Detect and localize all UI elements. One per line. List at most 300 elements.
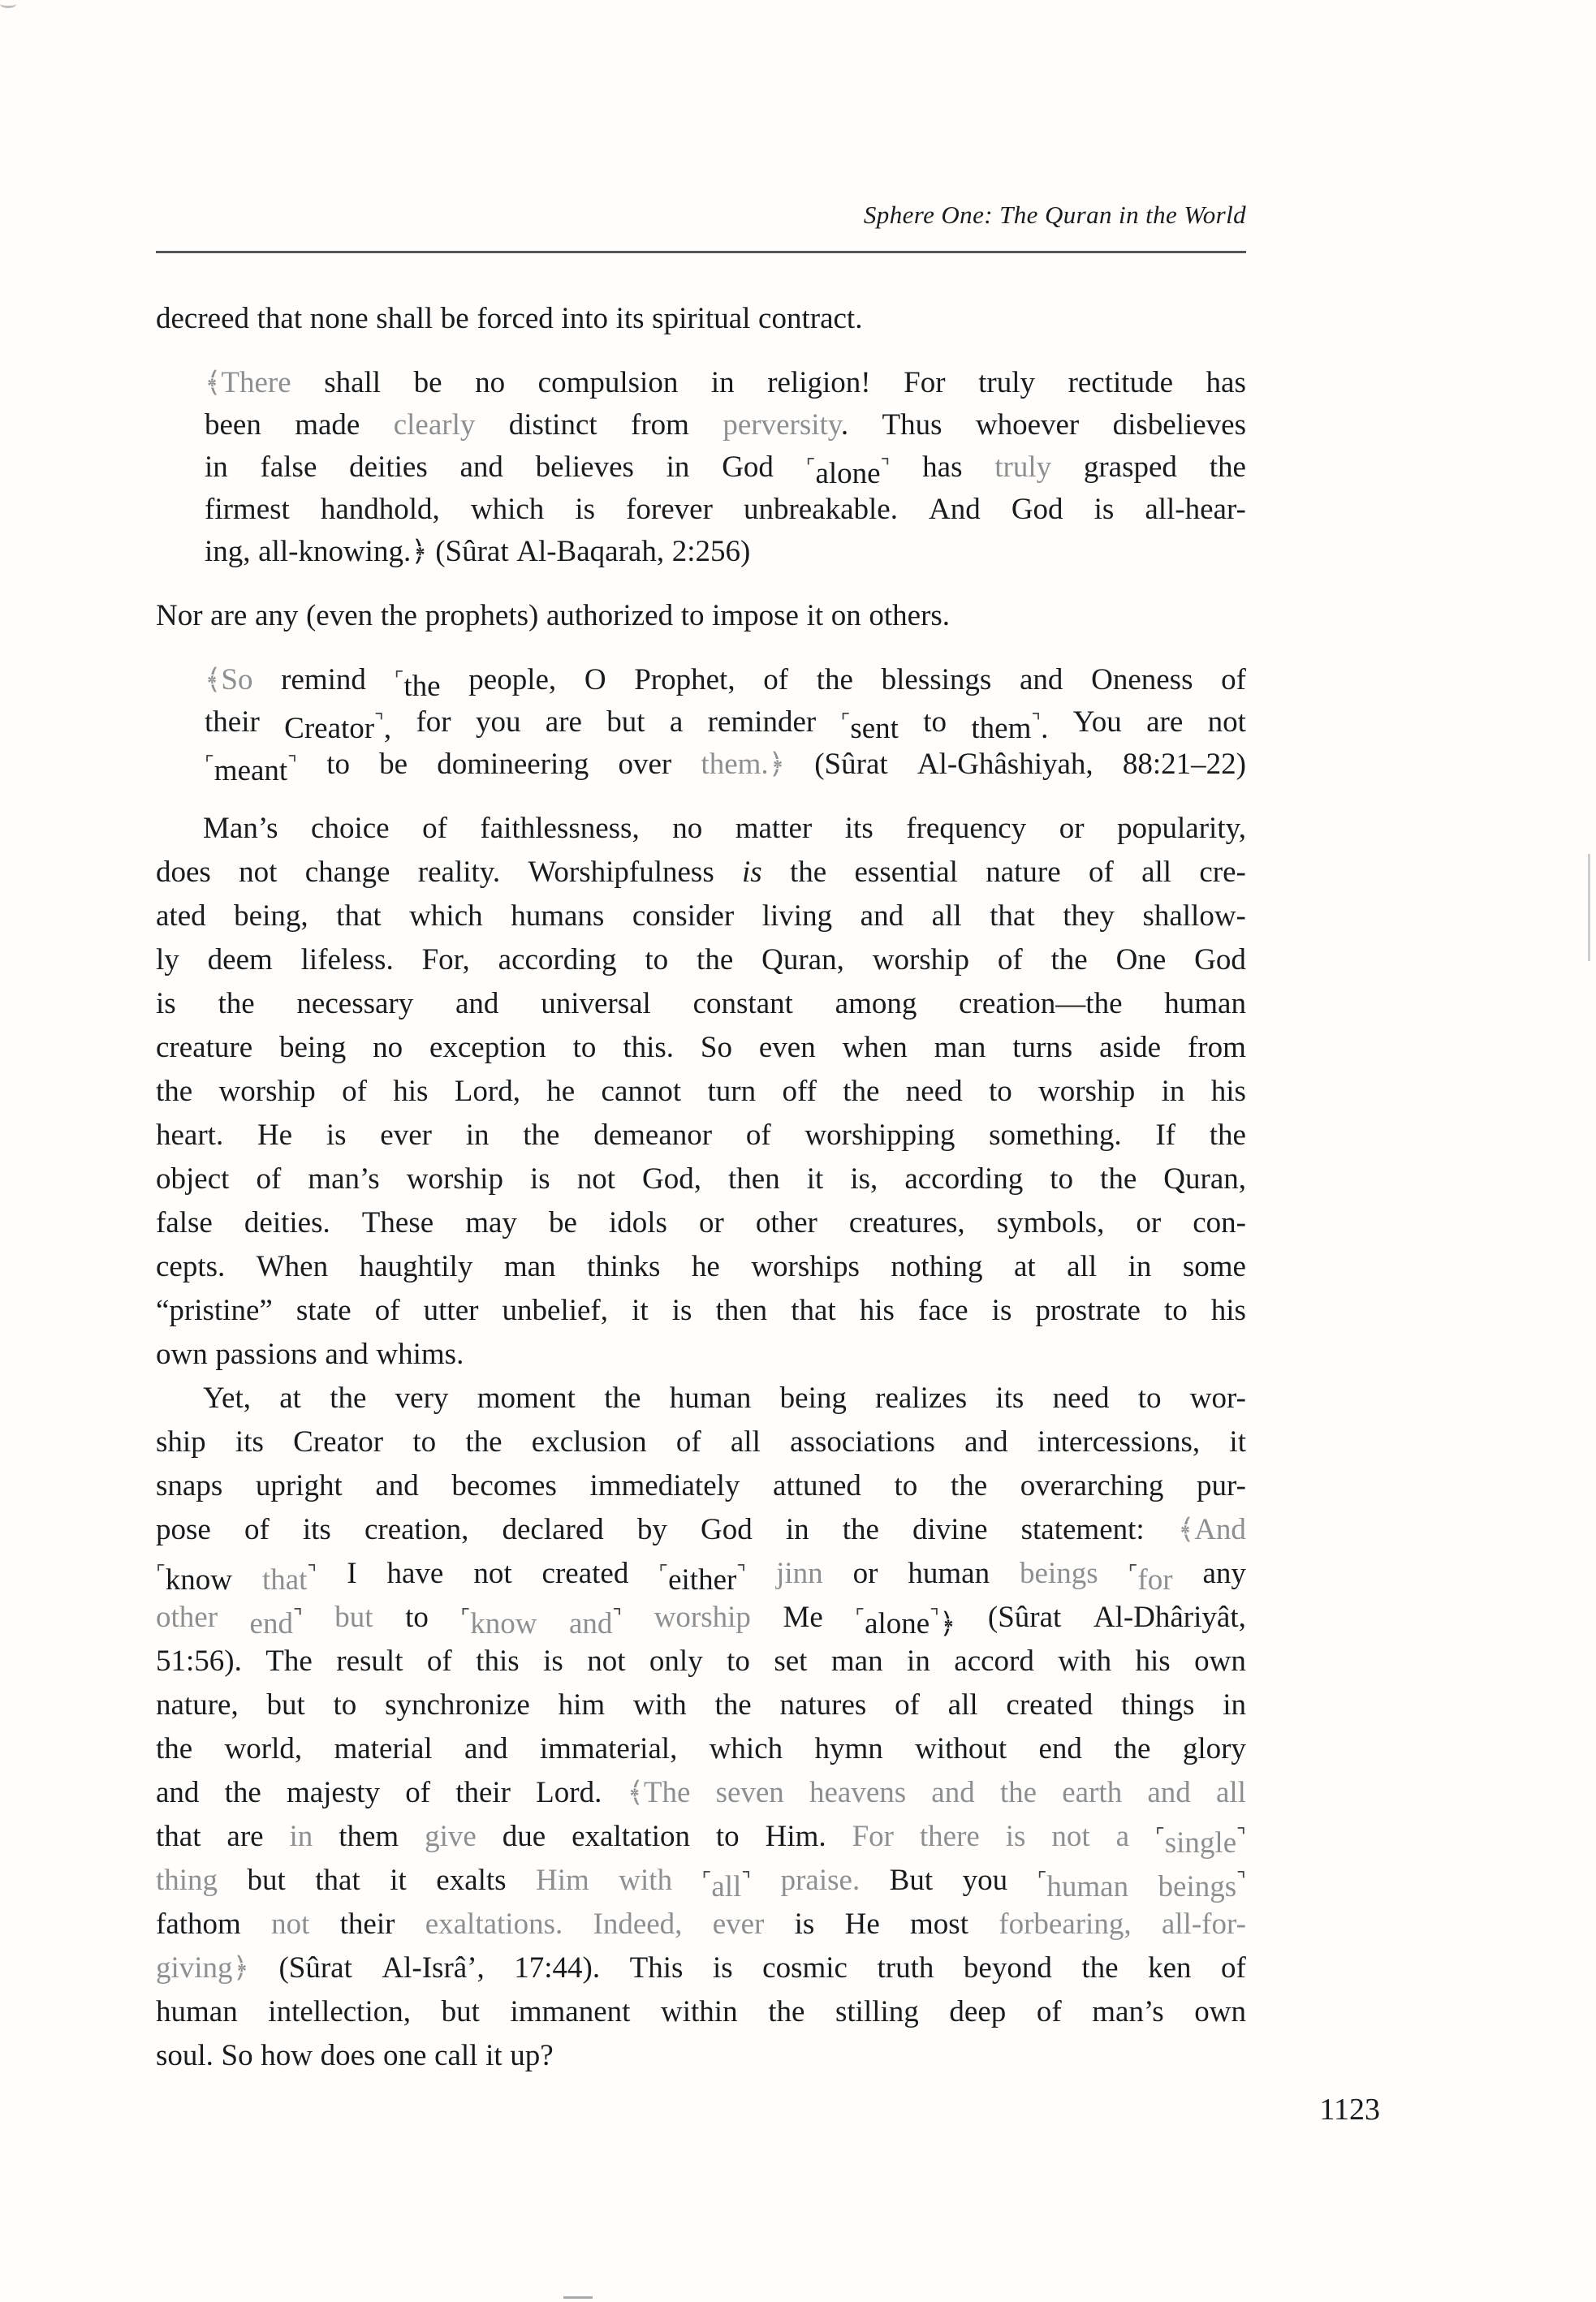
- text-run: wor-: [1189, 1382, 1246, 1415]
- word: [257, 1114, 292, 1157]
- text-run: and: [464, 1732, 508, 1765]
- text-run: seven: [715, 1776, 784, 1809]
- text-run: in: [205, 450, 228, 484]
- word: [222, 2034, 253, 2078]
- text-run: within: [661, 1995, 738, 2028]
- text-run: grasped: [1083, 450, 1177, 484]
- text-run: ,: [383, 712, 392, 746]
- text-run: all-hear-: [1145, 493, 1246, 526]
- text-run: object: [156, 1162, 230, 1196]
- text-run: the: [697, 943, 734, 976]
- text-run: prostrate: [1035, 1294, 1141, 1327]
- word: [1221, 659, 1246, 701]
- text-run: is: [991, 1294, 1012, 1327]
- word: [156, 1990, 238, 2034]
- text-run: one: [383, 2039, 427, 2072]
- word: [395, 1377, 449, 1420]
- word: [373, 1026, 403, 1070]
- word: [716, 1815, 740, 1859]
- word: [156, 1815, 201, 1859]
- text-run: the: [1114, 1732, 1151, 1765]
- text-run: impose: [712, 599, 799, 632]
- word: [904, 1157, 1023, 1201]
- word: [156, 1771, 199, 1815]
- word: [315, 1859, 360, 1903]
- text-run: God: [1011, 493, 1063, 526]
- word: [1158, 1859, 1246, 1903]
- text-run: a: [1115, 1820, 1130, 1853]
- word: [995, 1377, 1024, 1420]
- text-run: fathom: [156, 1908, 241, 1941]
- text-run: it: [806, 1162, 824, 1196]
- word: [442, 1990, 480, 2034]
- half-bracket-close-icon: ⌝: [292, 1606, 303, 1628]
- text-run: thing: [156, 1864, 218, 1897]
- text-run: the: [156, 1075, 193, 1108]
- word: [873, 938, 969, 982]
- quote-open-ornament-icon: ﴾: [205, 367, 222, 399]
- text-run: result: [336, 1645, 403, 1678]
- text-run: jinn: [776, 1557, 823, 1590]
- word: [387, 1552, 444, 1596]
- text-run: and: [1147, 1776, 1191, 1809]
- word: [763, 659, 788, 701]
- word: [1208, 701, 1246, 744]
- text-run: world,: [224, 1732, 303, 1765]
- text-run: own: [1194, 1995, 1246, 2028]
- word: [468, 659, 556, 701]
- word: [861, 895, 904, 938]
- text-run: with: [632, 1688, 687, 1722]
- text-run: 17:44).: [514, 1951, 601, 1985]
- word: [963, 1859, 1008, 1903]
- word: [843, 1070, 879, 1114]
- word: [702, 1859, 752, 1903]
- text-run: universal: [541, 987, 651, 1020]
- text-run: end: [1038, 1732, 1082, 1765]
- text-run: you: [962, 1864, 1008, 1897]
- text-run: up?: [510, 2039, 554, 2072]
- text-line: [156, 1289, 1246, 1333]
- word: [1114, 1727, 1150, 1771]
- word: [670, 1377, 752, 1420]
- text-run: Al-Baqarah,: [516, 535, 665, 568]
- word: [693, 982, 793, 1026]
- word: [606, 701, 645, 744]
- word: [670, 701, 683, 744]
- text-run: its: [615, 302, 645, 335]
- word: [422, 807, 447, 851]
- text-run: other: [156, 1601, 218, 1634]
- word: [1193, 1201, 1246, 1245]
- text-line: [156, 1070, 1246, 1114]
- quote-close-ornament-icon: ﴿: [232, 1952, 249, 1984]
- word: [713, 1946, 733, 1990]
- text-run: For: [852, 1820, 894, 1853]
- text-run: no: [672, 812, 703, 845]
- text-run: synchronize: [385, 1688, 530, 1722]
- text-run: to: [1137, 1382, 1162, 1415]
- text-run: at: [279, 1382, 301, 1415]
- text-run: turns: [1012, 1031, 1073, 1064]
- word: [436, 1859, 506, 1903]
- word: [465, 1420, 502, 1464]
- word: [296, 1289, 352, 1333]
- text-run: it: [1229, 1425, 1246, 1459]
- text-run: of: [374, 1294, 400, 1327]
- word: [1006, 1815, 1026, 1859]
- word: [156, 1026, 252, 1070]
- text-run: something.: [989, 1119, 1122, 1152]
- word: [540, 1727, 678, 1771]
- text-run: natures: [779, 1688, 867, 1722]
- text-run: not: [587, 1645, 626, 1678]
- word: [543, 1640, 563, 1683]
- word: [235, 1420, 264, 1464]
- text-run: been: [205, 408, 261, 442]
- text-run: is: [543, 1645, 563, 1678]
- text-run: and: [860, 899, 904, 933]
- text-run: realizes: [875, 1382, 968, 1415]
- text-run: shall: [376, 302, 434, 335]
- text-run: popularity,: [1117, 812, 1246, 845]
- word: [875, 1377, 967, 1420]
- text-run: nature,: [156, 1688, 239, 1722]
- word: [339, 1815, 399, 1859]
- text-run: own: [156, 1338, 208, 1371]
- word: [959, 982, 1122, 1026]
- word: [915, 1727, 1007, 1771]
- word: [877, 1946, 934, 1990]
- word: [1084, 446, 1177, 489]
- word: [435, 531, 508, 573]
- half-bracket-open-icon: ⌜: [1037, 1869, 1047, 1891]
- word: [587, 1640, 625, 1683]
- word: [334, 1727, 432, 1771]
- text-run: human: [908, 1557, 990, 1590]
- word: [156, 1157, 229, 1201]
- text-run: ing,: [205, 535, 251, 568]
- text-run: according: [498, 943, 617, 976]
- text-run: Al-Ghâshiyah,: [917, 748, 1093, 781]
- text-run: to: [572, 1031, 597, 1064]
- word: [658, 1552, 746, 1596]
- text-run: of: [244, 1513, 270, 1546]
- word: [841, 701, 899, 744]
- text-run: of: [405, 1776, 431, 1809]
- text-run: in: [907, 1645, 930, 1678]
- text-run: He: [844, 1908, 880, 1941]
- text-run: of: [1088, 856, 1114, 889]
- text-run: (Sûrat: [435, 535, 509, 568]
- word: [1197, 1464, 1246, 1508]
- text-run: symbols,: [996, 1206, 1105, 1239]
- text-run: pose: [156, 1513, 211, 1546]
- text-run: Al-Dhâriyât,: [1093, 1601, 1246, 1634]
- text-run: not: [239, 856, 278, 889]
- word: [831, 1640, 883, 1683]
- word: [986, 851, 1060, 895]
- word: [536, 1859, 589, 1903]
- text-run: the: [816, 663, 853, 696]
- text-line: [205, 404, 1246, 446]
- text-run: to: [1163, 1294, 1188, 1327]
- word: [1050, 1157, 1073, 1201]
- word: [929, 489, 981, 531]
- intro-line: [156, 297, 1246, 341]
- text-run: unbreakable.: [743, 493, 898, 526]
- word: [156, 2034, 214, 2078]
- text-run: to: [680, 599, 705, 632]
- word: [405, 1596, 429, 1640]
- text-run: the: [224, 1776, 261, 1809]
- word: [716, 1771, 784, 1815]
- text-run: which: [470, 493, 545, 526]
- text-run: the: [842, 1513, 879, 1546]
- word: [536, 1771, 602, 1815]
- text-run: of: [1221, 1951, 1246, 1985]
- text-run: compulsion: [537, 366, 679, 399]
- text-run: does: [156, 856, 211, 889]
- word: [258, 531, 427, 573]
- text-run: the: [218, 987, 255, 1020]
- word: [1012, 1026, 1072, 1070]
- word: [577, 1157, 615, 1201]
- word: [510, 1990, 630, 2034]
- text-run: the: [380, 599, 417, 632]
- word: [746, 1114, 771, 1157]
- text-run: worship: [653, 1601, 751, 1634]
- text-run: of: [745, 1119, 771, 1152]
- text-run: Him.: [765, 1820, 826, 1853]
- text-run: that: [156, 1820, 201, 1853]
- word: [742, 851, 762, 895]
- text-run: there: [919, 1820, 980, 1853]
- text-run: them.: [701, 748, 769, 781]
- word: [1014, 1245, 1036, 1289]
- text-run: set: [774, 1645, 808, 1678]
- text-run: things: [1120, 1688, 1195, 1722]
- word: [790, 1420, 935, 1464]
- text-run: deep: [949, 1995, 1007, 2028]
- word: [466, 1114, 490, 1157]
- text-run: domineering: [437, 748, 589, 781]
- word: [701, 1508, 753, 1552]
- word: [672, 531, 751, 573]
- text-run: state: [295, 1294, 352, 1327]
- text-run: or: [1136, 1206, 1162, 1239]
- word: [912, 1508, 987, 1552]
- word: [711, 362, 735, 404]
- text-run: that: [336, 899, 382, 933]
- text-line: [156, 1157, 1246, 1201]
- quran-quote-baqarah: [205, 362, 1246, 573]
- word: [922, 446, 962, 489]
- text-run: exclusion: [531, 1425, 647, 1459]
- half-bracket-close-icon: ⌝: [374, 711, 384, 733]
- word: [814, 744, 887, 786]
- word: [1116, 1815, 1129, 1859]
- half-bracket-open-icon: ⌜: [394, 669, 404, 691]
- text-run: due: [502, 1820, 546, 1853]
- quote-close-ornament-icon: ﴿: [939, 1608, 956, 1640]
- text-run: in: [710, 366, 735, 399]
- text-run: Yet,: [203, 1382, 251, 1415]
- text-run: exception: [429, 1031, 546, 1064]
- word: [234, 895, 308, 938]
- word: [835, 1990, 919, 2034]
- text-line: [156, 2034, 1246, 2078]
- text-run: their: [339, 1908, 395, 1941]
- text-run: the: [1209, 1119, 1246, 1152]
- word: [1100, 1157, 1137, 1201]
- word: [1020, 659, 1063, 701]
- word: [477, 297, 554, 341]
- text-run: of: [763, 663, 789, 696]
- text-run: Him: [536, 1864, 589, 1897]
- text-run: Creator: [284, 712, 375, 746]
- text-run: whims.: [376, 1338, 464, 1371]
- text-run: of: [675, 1425, 701, 1459]
- text-run: For,: [421, 943, 470, 976]
- text-run: believes: [535, 450, 634, 484]
- text-line: [205, 362, 1246, 404]
- word: [964, 1420, 1007, 1464]
- text-run: has: [1206, 366, 1246, 399]
- text-run: which: [709, 1732, 783, 1765]
- text-run: but: [266, 1688, 305, 1722]
- word: [1073, 701, 1122, 744]
- word: [714, 1683, 751, 1727]
- text-run: made: [295, 408, 360, 442]
- word: [767, 362, 870, 404]
- word: [559, 1683, 606, 1727]
- text-run: perversity: [723, 408, 841, 442]
- word: [589, 1464, 740, 1508]
- text-run: from: [631, 408, 689, 442]
- word: [712, 594, 799, 638]
- word: [931, 1771, 974, 1815]
- word: [1145, 489, 1246, 531]
- word: [1039, 1727, 1082, 1771]
- word: [762, 1946, 848, 1990]
- text-run: faithlessness,: [480, 812, 640, 845]
- scan-artifact-top: [0, 0, 16, 8]
- word: [654, 1596, 751, 1640]
- text-run: immaterial,: [539, 1732, 678, 1765]
- word: [1093, 1596, 1246, 1640]
- word: [325, 1333, 368, 1377]
- word: [425, 594, 539, 638]
- word: [305, 851, 390, 895]
- text-run: human: [1046, 1870, 1129, 1904]
- text-run: man’s: [1092, 1995, 1164, 2028]
- text-run: The: [643, 1776, 691, 1809]
- word: [376, 1333, 464, 1377]
- word: [266, 1683, 304, 1727]
- word: [248, 1859, 286, 1903]
- text-run: that: [791, 1294, 836, 1327]
- word: [1006, 1683, 1093, 1727]
- word: [744, 489, 898, 531]
- word: [809, 1771, 906, 1815]
- text-run: others.: [869, 599, 951, 632]
- word: [997, 1201, 1105, 1245]
- word: [393, 1070, 428, 1114]
- text-run: (Sûrat: [987, 1601, 1062, 1634]
- text-run: religion!: [767, 366, 871, 399]
- word: [1067, 1245, 1097, 1289]
- word: [697, 938, 733, 982]
- word: [1051, 1815, 1089, 1859]
- word: [156, 895, 206, 938]
- word: [244, 1201, 330, 1245]
- text-run: all: [947, 1688, 978, 1722]
- text-run: this: [476, 1645, 520, 1678]
- word: [425, 1815, 477, 1859]
- word: [504, 1245, 556, 1289]
- word: [1142, 895, 1245, 938]
- text-run: intercessions,: [1037, 1425, 1201, 1459]
- text-run: that: [315, 1864, 360, 1897]
- word: [156, 1201, 213, 1245]
- text-run: need: [1052, 1382, 1110, 1415]
- word: [609, 1201, 667, 1245]
- word: [1216, 1771, 1246, 1815]
- text-run: human: [156, 1995, 238, 2028]
- half-bracket-close-icon: ⌝: [930, 1606, 939, 1628]
- word: [244, 1508, 270, 1552]
- word: [336, 895, 381, 938]
- text-run: alone: [815, 457, 881, 491]
- word: [988, 1596, 1061, 1640]
- word: [1138, 1377, 1162, 1420]
- word: [347, 1552, 356, 1596]
- word: [831, 594, 861, 638]
- text-run: from: [1187, 1031, 1246, 1064]
- text-run: is: [529, 1162, 550, 1196]
- word: [1141, 851, 1171, 895]
- text-run: for: [1137, 1563, 1173, 1597]
- word: [954, 1640, 1034, 1683]
- text-run: Worshipfulness: [528, 856, 714, 889]
- text-run: the: [999, 1776, 1037, 1809]
- word: [268, 1990, 411, 2034]
- text-run: So: [700, 1031, 732, 1064]
- word: [156, 1552, 232, 1596]
- text-run: its: [995, 1382, 1024, 1415]
- text-run: ever: [380, 1119, 432, 1152]
- text-run: But: [889, 1864, 934, 1897]
- text-run: These: [361, 1206, 434, 1239]
- word: [360, 1245, 473, 1289]
- text-run: being,: [234, 899, 308, 933]
- word: [509, 404, 597, 446]
- word: [727, 1640, 750, 1683]
- word: [630, 1946, 684, 1990]
- word: [321, 2034, 376, 2078]
- text-run: all: [730, 1425, 761, 1459]
- word: [807, 594, 824, 638]
- word: [994, 446, 1051, 489]
- text-run: decreed: [156, 302, 250, 335]
- word: [437, 744, 589, 786]
- text-line: [156, 1245, 1246, 1289]
- word: [1128, 1552, 1173, 1596]
- text-line: [156, 297, 1246, 341]
- quote-open-ornament-icon: ﴾: [627, 1777, 644, 1808]
- word: [340, 1903, 395, 1946]
